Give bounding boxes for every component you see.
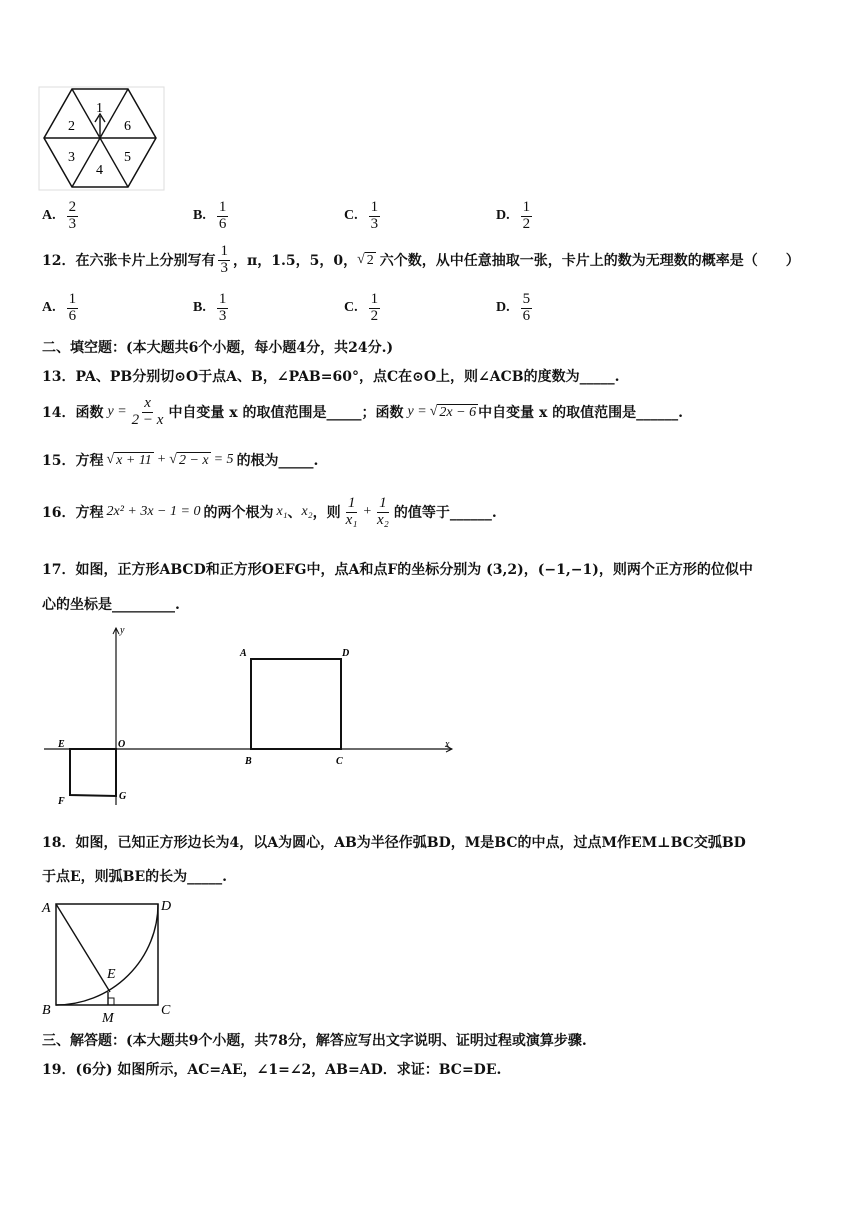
sector-label-5: 5 xyxy=(124,150,131,165)
q12-option-c[interactable]: C. $\frac{1}{2}$ xyxy=(344,291,379,324)
label-b: B xyxy=(42,1003,51,1018)
sector-label-2: 2 xyxy=(68,119,75,134)
sector-label-6: 6 xyxy=(124,119,131,134)
sector-label-3: 3 xyxy=(68,150,75,165)
square-oefg xyxy=(70,749,116,796)
label-x: x xyxy=(445,739,450,750)
label-g: G xyxy=(119,791,127,802)
q14-text: 14．函数 y = $\frac{x}{2 - x}$ 中自变量 x 的取值范围是_____；函数 y = √ 2x − 6 中自变量 x 的取值范围是______. xyxy=(42,395,684,428)
label-a: A xyxy=(240,648,247,659)
q18-square-arc-figure xyxy=(38,894,188,1024)
q11-option-d[interactable]: D. $\frac{1}{2}$ xyxy=(496,199,531,232)
section-3-heading: 三、解答题：(本大题共9个小题，共78分，解答应写出文字说明、证明过程或演算步骤. xyxy=(42,1033,587,1049)
q16-text: 16．方程 2x² + 3x − 1 = 0 的两个根为 x₁ 、 x₂ ，则 $\frac{1}{\text{x₁}}$ + $\frac{1}{\text{x₂}}$ 的值等于______. xyxy=(42,495,497,528)
label-e: E xyxy=(107,967,116,982)
q13-text: 13．PA、PB分别切⊙O于点A、B，∠PAB=60°，点C在⊙O上，则∠ACB的度数为_____. xyxy=(42,369,620,385)
square-abcd xyxy=(251,659,341,749)
q11-option-c[interactable]: C. $\frac{1}{3}$ xyxy=(344,199,379,232)
q12-option-a[interactable]: A. $\frac{1}{6}$ xyxy=(42,291,77,324)
q17-coordinate-figure xyxy=(44,620,460,810)
sector-label-4: 4 xyxy=(96,163,103,178)
q12-stem: 12．在六张卡片上分别写有 $\frac{1}{3}$ ，π，1.5，5，0， √ 2 六个数，从中任意抽取一张，卡片上的数为无理数的概率是（ ） xyxy=(42,243,800,276)
section-2-heading: 二、填空题：(本大题共6个小题，每小题4分，共24分.) xyxy=(42,340,394,356)
label-f: F xyxy=(58,796,65,807)
square-abcd xyxy=(56,904,158,1005)
label-y: y xyxy=(120,625,125,636)
label-a: A xyxy=(42,901,51,916)
label-b: B xyxy=(245,756,252,767)
q18-line-1: 18．如图，已知正方形边长为4，以A为圆心，AB为半径作弧BD，M是BC的中点，过点M作EM⊥BC交弧BD xyxy=(42,835,746,851)
arc-bd xyxy=(56,904,158,1005)
segment-ae xyxy=(56,904,110,992)
q12-option-d[interactable]: D. $\frac{5}{6}$ xyxy=(496,291,531,324)
q18-line-2: 于点E，则弧BE的长为_____. xyxy=(42,869,228,885)
label-d: D xyxy=(342,648,350,659)
q17-line-2: 心的坐标是_________. xyxy=(42,597,180,613)
spinner-hexagon-figure xyxy=(38,86,166,192)
label-e: E xyxy=(58,739,65,750)
q17-line-1: 17．如图，正方形ABCD和正方形OEFG中，点A和点F的坐标分别为 (3,2)，(−1,−1)，则两个正方形的位似中 xyxy=(42,562,753,578)
q19-text: 19．(6分) 如图所示，AC=AE，∠1=∠2，AB=AD．求证：BC=DE. xyxy=(42,1062,502,1078)
label-o: O xyxy=(118,739,126,750)
sector-label-1: 1 xyxy=(96,101,103,116)
q15-text: 15．方程 √ x + 11 + √ 2 − x = 5 的根为_____. xyxy=(42,452,319,469)
label-m: M xyxy=(102,1011,114,1024)
label-d: D xyxy=(161,899,172,914)
label-c: C xyxy=(161,1003,171,1018)
label-c: C xyxy=(336,756,343,767)
q11-option-a[interactable]: A. $\frac{2}{3}$ xyxy=(42,199,77,232)
q12-option-b[interactable]: B. $\frac{1}{3}$ xyxy=(193,291,227,324)
q11-option-b[interactable]: B. $\frac{1}{6}$ xyxy=(193,199,227,232)
